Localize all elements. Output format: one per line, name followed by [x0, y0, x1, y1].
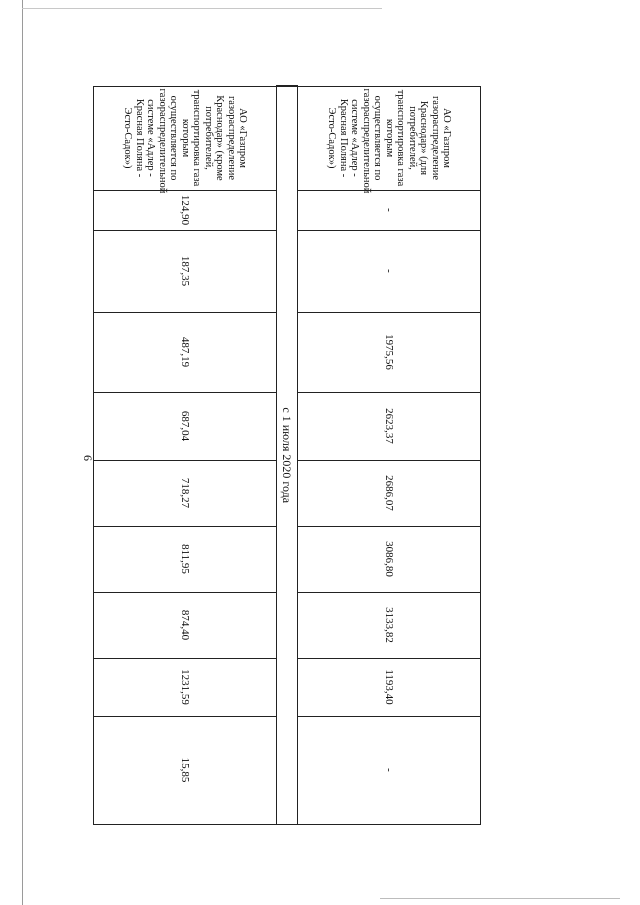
table-cell: 811,95 [94, 526, 277, 592]
table-cell: 3086,80 [298, 526, 481, 592]
table-row-adler [298, 86, 481, 824]
table-cell: 1193,40 [298, 658, 481, 716]
row-label: АО «Газпром газораспределение Краснодар» (для потребителей, транспортировка газа которым осуществляется по газораспределительной системе «Адлер - Красная Поляна - Эсто-Садок») [298, 86, 481, 190]
table-cell: 718,27 [94, 460, 277, 526]
table-cell: 15,85 [94, 716, 277, 824]
table-cell: 187,35 [94, 230, 277, 312]
table-cell: 3133,82 [298, 592, 481, 658]
table-cell: - [298, 190, 481, 230]
table-cell: 2623,37 [298, 392, 481, 460]
scan-edge-bottom [380, 898, 620, 899]
period-header: с 1 июля 2020 года [277, 86, 298, 824]
table-cell: 874,40 [94, 592, 277, 658]
table-cell: - [298, 230, 481, 312]
row-label: АО «Газпром газораспределение Краснодар» (кроме потребителей, транспортировка газа которым осуществляется по газораспределительной системе «Адлер - Красная Поляна - Эсто-Садок») [94, 86, 277, 190]
table-cell: 1231,59 [94, 658, 277, 716]
table-cell: - [298, 716, 481, 824]
table-cell: 124,90 [94, 190, 277, 230]
scan-edge-left [22, 0, 23, 905]
tariff-table [93, 85, 481, 825]
scan-edge-top [22, 8, 382, 9]
table-row-other [94, 86, 277, 824]
tariff-table-wrapper [97, 85, 481, 823]
table-cell: 487,19 [94, 312, 277, 392]
table-cell: 2686,07 [298, 460, 481, 526]
tariff-table-rotated [97, 85, 481, 823]
table-cell: 1975,56 [298, 312, 481, 392]
table-row-period [277, 86, 298, 824]
table-cell: 687,04 [94, 392, 277, 460]
page-number: 6 [81, 455, 95, 461]
